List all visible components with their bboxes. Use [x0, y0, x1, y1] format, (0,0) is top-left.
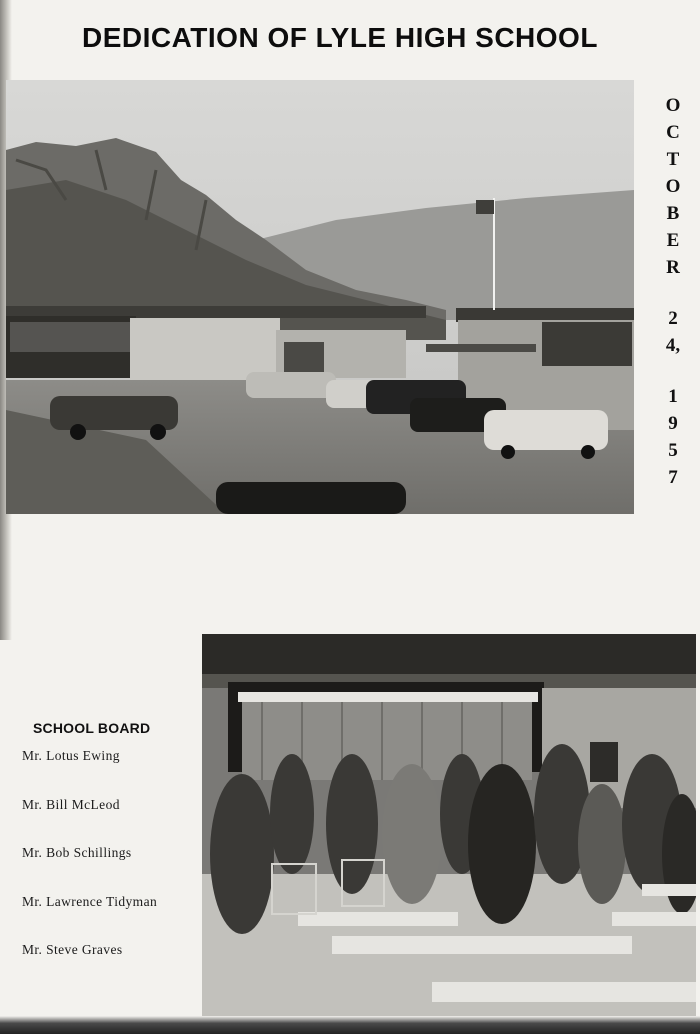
board-member: Mr. Bill McLeod [22, 796, 120, 812]
school-board-list [22, 748, 157, 991]
date-letter: C [666, 122, 680, 143]
date-letter: E [666, 230, 680, 251]
board-member: Mr. Lawrence Tidyman [22, 893, 158, 909]
gymnasium-gathering-photo [202, 634, 696, 1016]
page-title: DEDICATION OF LYLE HIGH SCHOOL [82, 22, 598, 53]
date-day-char: 2 [668, 308, 678, 329]
date-letter: O [665, 176, 681, 197]
board-member: Mr. Bob Schillings [22, 845, 132, 860]
date-letter: T [666, 149, 680, 170]
date-letter: O [665, 95, 681, 116]
school-exterior-photo [6, 80, 634, 514]
date-day-char: 4, [665, 335, 681, 356]
board-member: Mr. Lotus Ewing [22, 748, 120, 763]
date-letter: B [666, 203, 680, 224]
date-year-char: 1 [668, 386, 678, 407]
date-year-char: 9 [668, 413, 678, 434]
page-edge-bottom [0, 1016, 700, 1034]
school-board-heading: SCHOOL BOARD [33, 720, 151, 736]
date-letter: R [666, 257, 680, 278]
date-year-char: 7 [668, 467, 678, 488]
vertical-date [652, 92, 694, 491]
date-year-char: 5 [668, 440, 678, 461]
board-member: Mr. Steve Graves [22, 942, 123, 957]
